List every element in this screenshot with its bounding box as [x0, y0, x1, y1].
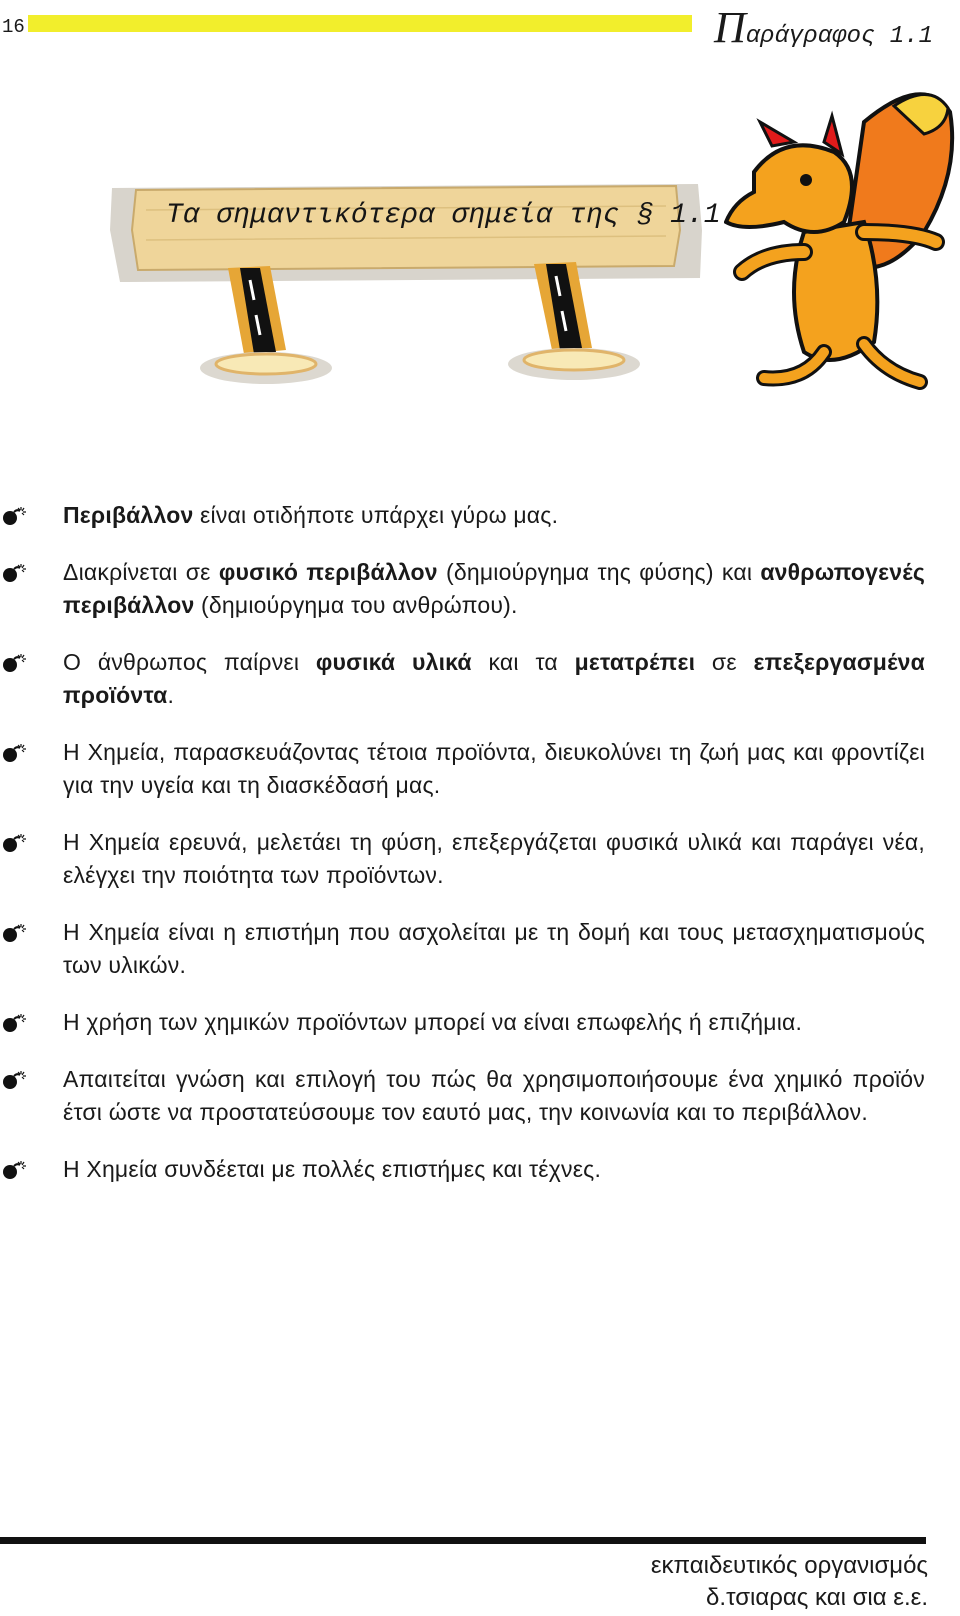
bomb-icon	[2, 653, 28, 673]
bullet-list	[0, 499, 960, 1210]
bomb-icon	[2, 563, 28, 583]
bold-term: επεξεργασμένα προϊόντα	[63, 649, 925, 708]
bullet-text	[63, 556, 925, 622]
bullet-text	[63, 1063, 925, 1129]
bullet-item	[0, 826, 925, 892]
bullet-text	[63, 736, 925, 802]
footer-rule	[0, 1537, 926, 1544]
bomb-icon	[2, 506, 28, 526]
bullet-item	[0, 916, 925, 982]
text-run: Η χρήση των χημικών προϊόντων μπορεί να είναι επωφελής ή επιζήμια.	[63, 1009, 803, 1035]
bomb-icon	[2, 1013, 28, 1033]
text-run: .	[167, 682, 175, 708]
header-yellow-bar	[28, 15, 692, 32]
text-run: Η Χημεία είναι η επιστήμη που ασχολείται με τη δομή και τους μετασχηματισμούς των υλικών.	[63, 919, 925, 978]
fox-cartoon-illustration	[724, 82, 960, 398]
bold-term: φυσικά υλικά	[315, 649, 472, 675]
text-run: και τα	[471, 649, 575, 675]
text-run: Η Χημεία, παρασκευάζοντας τέτοια προϊόντα, διευκολύνει τη ζωή μας και φροντίζει για την υγεία και τη διασκέδασή μας.	[63, 739, 925, 798]
bullet-text	[63, 1153, 925, 1186]
text-run: είναι οτιδήποτε υπάρχει γύρω μας.	[193, 502, 559, 528]
bullet-item	[0, 499, 925, 532]
bullet-text	[63, 916, 925, 982]
text-run: Η Χημεία συνδέεται με πολλές επιστήμες και τέχνες.	[63, 1156, 602, 1182]
bullet-item	[0, 1006, 925, 1039]
bullet-item	[0, 646, 925, 712]
bullet-item	[0, 1153, 925, 1186]
sign-title: Τα σημαντικότερα σημεία της § 1.1	[166, 200, 721, 231]
bold-term: Περιβάλλον	[63, 502, 194, 528]
bomb-icon	[2, 923, 28, 943]
text-run: σε	[695, 649, 754, 675]
bomb-icon	[2, 833, 28, 853]
bomb-icon	[2, 1070, 28, 1090]
bomb-icon	[2, 743, 28, 763]
section-title	[714, 2, 933, 53]
bullet-text	[63, 1006, 925, 1039]
footer-company: δ.τσιαρας και σια ε.ε.	[706, 1584, 928, 1611]
text-run: Η Χημεία ερευνά, μελετάει τη φύση, επεξεργάζεται φυσικά υλικά και παράγει νέα, ελέγχει την ποιότητα των προϊόντων.	[63, 829, 925, 888]
section-title-rest: αράγραφος 1.1	[745, 23, 934, 50]
bullet-item	[0, 556, 925, 622]
section-title-initial: Π	[714, 3, 746, 52]
bomb-icon	[2, 1160, 28, 1180]
bullet-item	[0, 736, 925, 802]
text-run: (δημιούργημα του ανθρώπου).	[194, 592, 518, 618]
bullet-item	[0, 1063, 925, 1129]
bullet-text	[63, 499, 925, 532]
footer-organization: εκπαιδευτικός οργανισμός	[650, 1552, 928, 1579]
bold-term: ανθρωπογενές περιβάλλον	[63, 559, 925, 618]
text-run: (δημιούργημα της φύσης) και	[437, 559, 761, 585]
text-run: Ο άνθρωπος παίρνει	[63, 649, 316, 675]
bullet-text	[63, 646, 925, 712]
page-number: 16	[2, 16, 25, 38]
text-run: Διακρίνεται σε	[63, 559, 219, 585]
bullet-text	[63, 826, 925, 892]
bold-term: φυσικό περιβάλλον	[218, 559, 438, 585]
text-run: Απαιτείται γνώση και επιλογή του πώς θα χρησιμοποιήσουμε ένα χημικό προϊόν έτσι ώστε να προστατεύσουμε τον εαυτό μας, την κοινωνία και το περιβάλλον.	[63, 1066, 925, 1125]
bold-term: μετατρέπει	[574, 649, 696, 675]
